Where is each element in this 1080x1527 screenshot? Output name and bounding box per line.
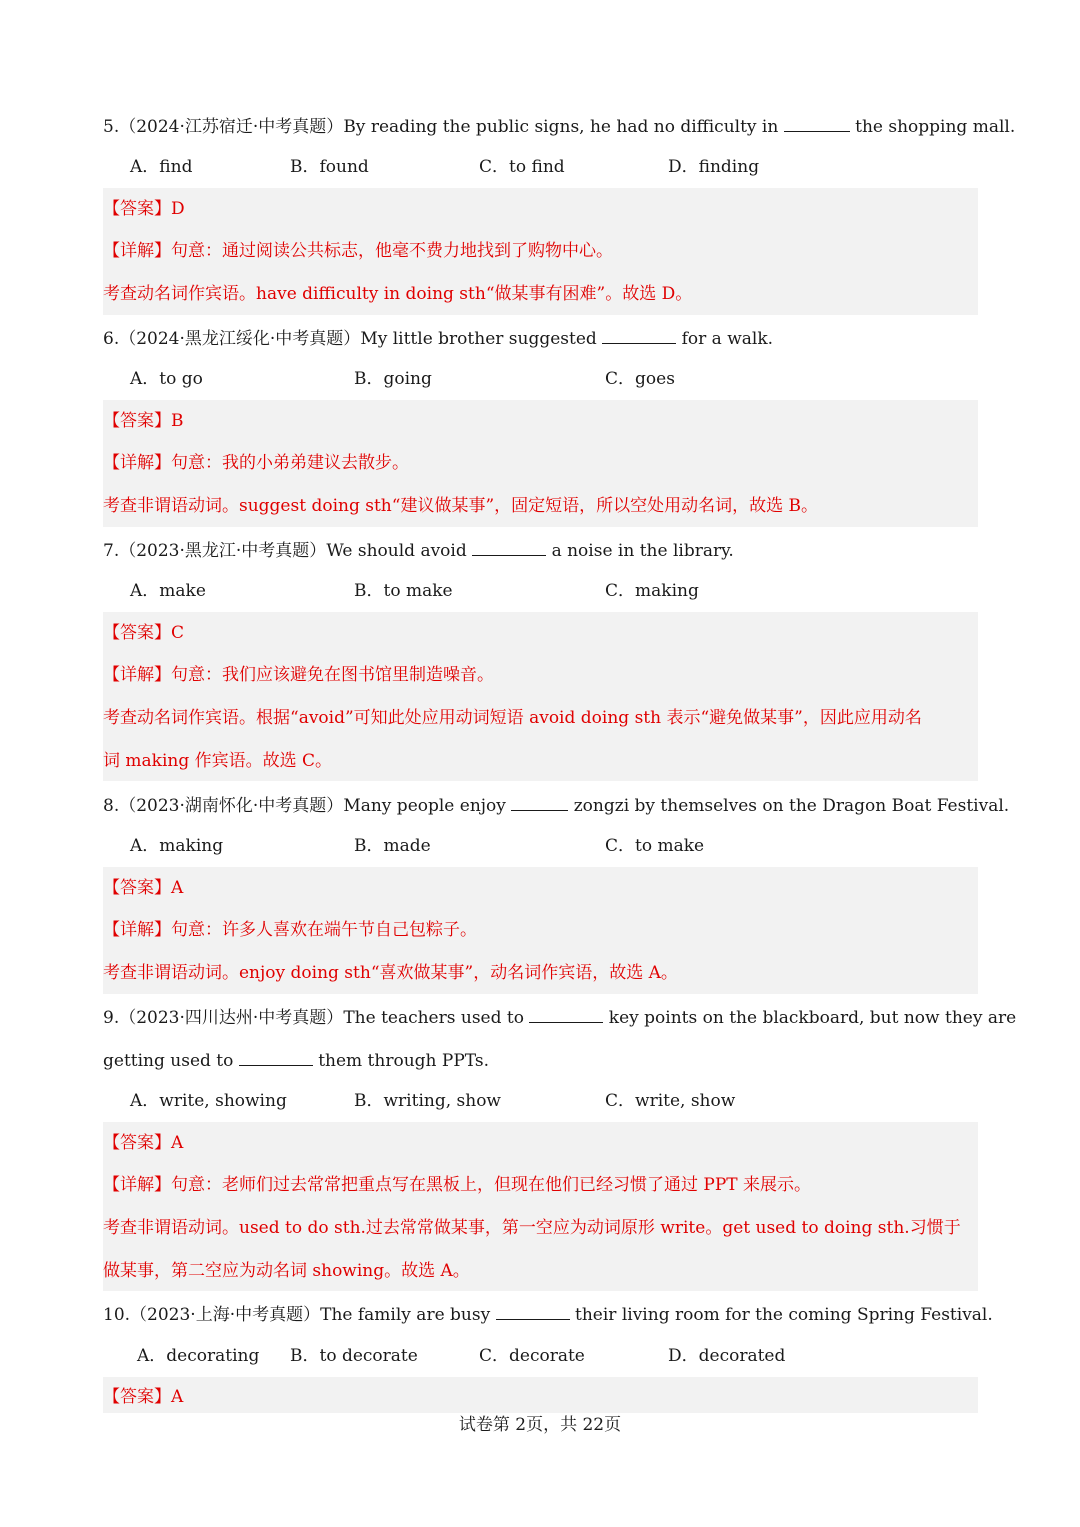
answer-box-5 <box>103 188 978 315</box>
answer-blank <box>511 793 568 811</box>
option-c: C．write, show <box>605 1091 736 1111</box>
question-7: 7.（2023·黑龙江·中考真题）We should avoid a noise in the library. <box>103 538 983 562</box>
option-a: A．decorating <box>137 1346 260 1366</box>
question-stem-end: the shopping mall. <box>855 117 1016 137</box>
answer-blank <box>472 538 546 556</box>
option-b: B．to make <box>354 581 453 601</box>
answer-blank <box>529 1005 603 1023</box>
option-c: C．decorate <box>479 1346 585 1366</box>
answer-blank <box>496 1302 570 1320</box>
option-a: A．making <box>130 836 224 856</box>
option-a: A．make <box>130 581 206 601</box>
page-footer: 试卷第 2页，共 22页 <box>458 1415 622 1435</box>
option-b: B．writing, show <box>354 1091 501 1111</box>
answer-box-7: 【答案】C 【详解】句意：我们应该避免在图书馆里制造噪音。 考查动名词作宾语。根据“avoid”可知此处应用动词短语 avoid doing sth 表示“避免做某事”，因此应用动名 词 making 作宾语。故选 C。 <box>103 612 978 781</box>
option-a: A．to go <box>130 369 203 389</box>
options-9 <box>0 1090 1080 1112</box>
options-5 <box>0 156 1080 178</box>
option-d: D．decorated <box>668 1346 786 1366</box>
option-d: D．finding <box>668 157 760 177</box>
answer-box-9: 【答案】A 【详解】句意：老师们过去常常把重点写在黑板上，但现在他们已经习惯了通过 PPT 来展示。 考查非谓语动词。used to do sth.过去常常做某事，第一空应为动词原形 write。get used to doing sth.习惯于 做某事，第二空应为动名词 showing。故选 A。 <box>103 1122 978 1291</box>
question-9-line-2: getting used to them through PPTs. <box>103 1048 983 1072</box>
question-stem: By reading the public signs, he had no difficulty in <box>343 117 779 137</box>
option-b: B．found <box>290 157 369 177</box>
option-c: C．making <box>605 581 699 601</box>
option-a: A．write, showing <box>130 1091 287 1111</box>
question-6: 6.（2024·黑龙江绥化·中考真题）My little brother suggested for a walk. <box>103 326 983 350</box>
option-b: B．going <box>354 369 432 389</box>
options-7 <box>0 580 1080 602</box>
option-b: B．to decorate <box>290 1346 418 1366</box>
options-6 <box>0 368 1080 390</box>
question-10: 10.（2023·上海·中考真题）The family are busy their living room for the coming Spring Festival. <box>103 1302 983 1326</box>
answer-line: 【答案】D <box>103 199 185 219</box>
option-a: A．find <box>130 157 193 177</box>
option-c: C．goes <box>605 369 675 389</box>
answer-box-8: 【答案】A 【详解】句意：许多人喜欢在端午节自己包粽子。 考查非谓语动词。enjoy doing sth“喜欢做某事”，动名词作宾语，故选 A。 <box>103 867 978 994</box>
question-number: 5 <box>103 117 114 137</box>
answer-blank <box>239 1048 313 1066</box>
question-source: （2024·江苏宿迁·中考真题） <box>119 117 344 137</box>
question-8: 8.（2023·湖南怀化·中考真题）Many people enjoy zongzi by themselves on the Dragon Boat Festival. <box>103 793 983 817</box>
option-c: C．to make <box>605 836 705 856</box>
detail-line: 【详解】句意：通过阅读公共标志，他毫不费力地找到了购物中心。 <box>103 241 613 261</box>
answer-box-6: 【答案】B 【详解】句意：我的小弟弟建议去散步。 考查非谓语动词。suggest doing sth“建议做某事”，固定短语，所以空处用动名词，故选 B。 <box>103 400 978 527</box>
option-b: B．made <box>354 836 431 856</box>
detail-line: 考查动名词作宾语。have difficulty in doing sth“做某事有困难”。故选 D。 <box>103 284 693 304</box>
options-10 <box>0 1345 1080 1367</box>
question-9: 9.（2023·四川达州·中考真题）The teachers used to key points on the blackboard, but now they are <box>103 1005 983 1029</box>
option-c: C．to find <box>479 157 565 177</box>
answer-box-10: 【答案】A <box>103 1377 978 1413</box>
answer-blank <box>602 326 676 344</box>
answer-blank <box>784 114 850 132</box>
options-8 <box>0 835 1080 857</box>
question-5: 5.（2024·江苏宿迁·中考真题）By reading the public signs, he had no difficulty in the shopping mall. <box>103 114 983 138</box>
